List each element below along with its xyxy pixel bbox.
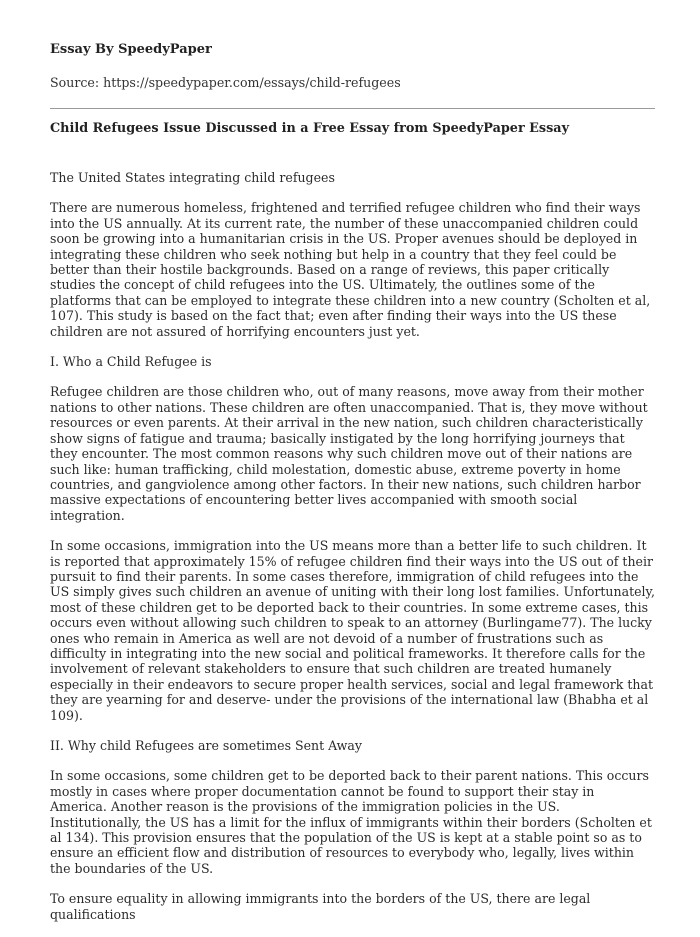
brand-heading: Essay By SpeedyPaper: [50, 42, 212, 57]
paragraph: Refugee children are those children who, out of many reasons, move away from their mother nations to other nations. These children are often unaccompanied. That is, they move without resources or even parents. At their arrival in the new nation, such children characteristically show signs of fatigue and trauma; basically instigated by the long horrifying journeys that they encounter. The most common reasons why such children move out of their nations are such like: human trafficking, child molestation, domestic abuse, extreme poverty in home countries, and gangviolence among other factors. In their new nations, such children harbor massive expectations of encountering better lives accompanied with smooth social integration.: [50, 384, 648, 523]
paragraph: There are numerous homeless, frightened and terrified refugee children who find their ways into the US annually. At its current rate, the number of these unaccompanied children could soon be growing into a humanitarian crisis in the US. Proper avenues should be deployed in integrating these children who seek nothing but help in a country that they feel could be better than their hostile backgrounds. Based on a range of reviews, this paper critically studies the concept of child refugees into the US. Ultimately, the outlines some of the platforms that can be employed to integrate these children into a new country (Scholten et al, 107). This study is based on the fact that; even after finding their ways into the US these children are not assured of horrifying encounters just yet.: [50, 200, 651, 339]
section-heading-why: II. Why child Refugees are sometimes Sent Away: [50, 738, 362, 753]
essay-title: Child Refugees Issue Discussed in a Free Essay from SpeedyPaper Essay: [50, 121, 570, 136]
paragraph: In some occasions, some children get to be deported back to their parent nations. This occurs mostly in cases where proper documentation cannot be found to support their stay in America. Another reason is the provisions of the immigration policies in the US. Institutionally, the US has a limit for the influx of immigrants within their borders (Scholten et al 134). This provision ensures that the population of the US is kept at a stable point so as to ensure an efficient flow and distribution of resources to everybody who, legally, lives within the boundaries of the US.: [50, 768, 652, 876]
header-divider: [50, 108, 655, 109]
section-heading-who: I. Who a Child Refugee is: [50, 354, 212, 370]
source-line: Source: https://speedypaper.com/essays/child-refugees: [50, 75, 401, 90]
essay-body: [50, 170, 655, 937]
paragraph: In some occasions, immigration into the US means more than a better life to such children. It is reported that approximately 15% of refugee children find their ways into the US out of their pursuit to find their parents. In some cases therefore, immigration of child refugees into the US simply gives such children an avenue of uniting with their long lost families. Unfortunately, most of these children get to be deported back to their countries. In some extreme cases, this occurs even without allowing such children to speak to an attorney (Burlingame77). The lucky ones who remain in America as well are not devoid of a number of frustrations such as difficulty in integrating into the new social and political frameworks. It therefore calls for the involvement of relevant stakeholders to ensure that such children are treated humanely especially in their endeavors to secure proper health services, social and legal framework that they are yearning for and deserve- under the provisions of the international law (Bhabha et al 109).: [50, 538, 655, 723]
document-page: [50, 0, 655, 922]
section-heading-intro: The United States integrating child refugees: [50, 170, 335, 185]
paragraph: To ensure equality in allowing immigrants into the borders of the US, there are legal qualifications: [50, 891, 591, 922]
